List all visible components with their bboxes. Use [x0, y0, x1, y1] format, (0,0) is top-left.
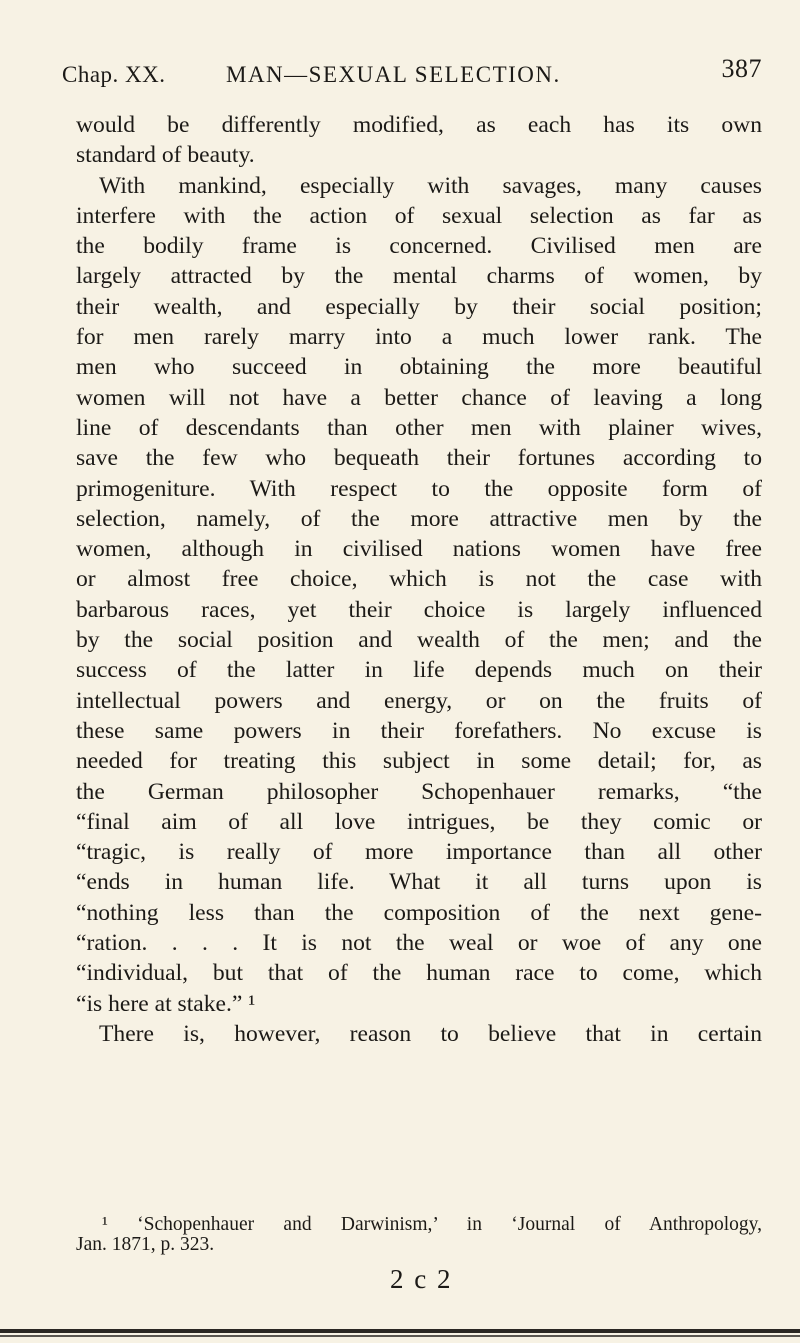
- text-line: With mankind, especially with savages, many causes: [99, 172, 762, 199]
- text-line: primogeniture. With respect to the opposite form of: [76, 475, 762, 502]
- chapter-title: MAN—SEXUAL SELECTION.: [226, 62, 561, 87]
- text-line: “ration. . . . It is not the weal or woe of any one: [76, 930, 762, 957]
- text-line: these same powers in their forefathers. No excuse is: [76, 717, 762, 744]
- text-line: line of descendants than other men with plainer wives,: [76, 414, 762, 441]
- text-line: the German philosopher Schopenhauer remarks, “the: [76, 778, 762, 805]
- text-line: by the social position and wealth of the men; and the: [76, 627, 762, 654]
- text-line: women will not have a better chance of leaving a long: [76, 384, 762, 411]
- body-text: [76, 110, 762, 1049]
- text-line: the bodily frame is concerned. Civilised men are: [76, 233, 762, 260]
- text-line: standard of beauty.: [76, 142, 255, 169]
- text-line: barbarous races, yet their choice is largely influenced: [76, 596, 762, 623]
- text-line: men who succeed in obtaining the more beautiful: [76, 354, 762, 381]
- text-line: women, although in civilised nations women have free: [76, 536, 762, 563]
- text-line: “ends in human life. What it all turns upon is: [76, 869, 762, 896]
- footnote-line: Jan. 1871, p. 323.: [76, 1234, 215, 1255]
- text-line: “is here at stake.” ¹: [76, 990, 256, 1017]
- text-line: success of the latter in life depends much on their: [76, 657, 762, 684]
- text-line: “individual, but that of the human race to come, which: [76, 960, 762, 987]
- chapter-label: Chap. XX.: [62, 62, 166, 87]
- text-line: “nothing less than the composition of the next gene-: [76, 899, 762, 926]
- text-line: would be differently modified, as each has its own: [76, 112, 762, 138]
- footnote: [76, 1215, 762, 1255]
- page-number: 387: [721, 54, 762, 83]
- text-line: largely attracted by the mental charms of women, by: [76, 263, 762, 290]
- running-head: [62, 54, 762, 92]
- page-edge-rule: [0, 1329, 800, 1333]
- footnote-line: ¹ ‘Schopenhauer and Darwinism,’ in ‘Journal of Anthropology,: [102, 1214, 762, 1235]
- text-line: needed for treating this subject in some detail; for, as: [76, 748, 762, 775]
- text-line: or almost free choice, which is not the case with: [76, 566, 762, 593]
- text-line: intellectual powers and energy, or on the fruits of: [76, 687, 762, 714]
- page-edge-rule: [0, 1335, 800, 1337]
- text-line: for men rarely marry into a much lower rank. The: [76, 324, 762, 351]
- text-line: “tragic, is really of more importance than all other: [76, 839, 762, 866]
- text-line: There is, however, reason to believe that in certain: [99, 1020, 762, 1047]
- text-line: their wealth, and especially by their social position;: [76, 293, 762, 320]
- text-line: “final aim of all love intrigues, be they comic or: [76, 808, 762, 835]
- text-line: interfere with the action of sexual selection as far as: [76, 202, 762, 229]
- text-line: selection, namely, of the more attractive men by the: [76, 505, 762, 532]
- signature-mark: 2 c 2: [390, 1264, 453, 1294]
- text-line: save the few who bequeath their fortunes according to: [76, 445, 762, 472]
